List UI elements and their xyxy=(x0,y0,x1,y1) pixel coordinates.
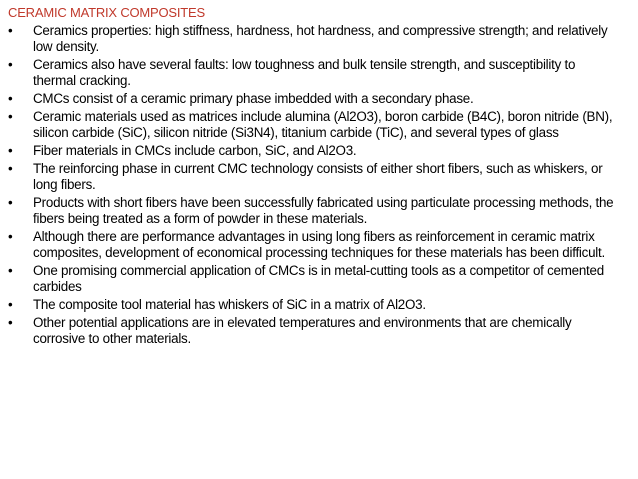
slide-title: CERAMIC MATRIX COMPOSITES xyxy=(8,5,205,20)
bullet-item xyxy=(8,195,616,227)
bullet-text: Fiber materials in CMCs include carbon, SiC, and Al2O3. xyxy=(33,143,357,158)
bullet-dot-icon: • xyxy=(8,91,13,106)
bullet-dot-icon: • xyxy=(8,161,13,176)
bullet-dot-icon: • xyxy=(8,143,13,158)
bullet-text: The composite tool material has whiskers of SiC in a matrix of Al2O3. xyxy=(33,297,426,312)
bullet-text: One promising commercial application of CMCs is in metal-cutting tools as a competitor of cemented carbides xyxy=(33,263,604,294)
bullet-text: Other potential applications are in elevated temperatures and environments that are chemically corrosive to other materials. xyxy=(33,315,572,346)
bullet-item xyxy=(8,297,616,313)
bullet-item xyxy=(8,263,616,295)
bullet-item xyxy=(8,229,616,261)
bullet-text: Ceramic materials used as matrices include alumina (Al2O3), boron carbide (B4C), boron nitride (BN), silicon carbide (SiC), silicon nitride (Si3N4), titanium carbide (TiC), and several types of glass xyxy=(33,109,613,140)
bullet-dot-icon: • xyxy=(8,297,13,312)
bullet-text: Ceramics properties: high stiffness, hardness, hot hardness, and compressive strength; and relatively low density. xyxy=(33,23,608,54)
bullet-dot-icon: • xyxy=(8,263,13,278)
bullet-item xyxy=(8,23,616,55)
bullet-dot-icon: • xyxy=(8,229,13,244)
bullet-dot-icon: • xyxy=(8,109,13,124)
bullet-dot-icon: • xyxy=(8,195,13,210)
bullet-text: CMCs consist of a ceramic primary phase imbedded with a secondary phase. xyxy=(33,91,474,106)
bullet-dot-icon: • xyxy=(8,57,13,72)
bullet-text: Although there are performance advantages in using long fibers as reinforcement in ceramic matrix composites, development of economical processing techniques for these materials has been difficult. xyxy=(33,229,605,260)
bullet-text: Ceramics also have several faults: low toughness and bulk tensile strength, and susceptibility to thermal cracking. xyxy=(33,57,576,88)
bullet-text: The reinforcing phase in current CMC technology consists of either short fibers, such as whiskers, or long fibers. xyxy=(33,161,603,192)
bullet-text: Products with short fibers have been successfully fabricated using particulate processing methods, the fibers being treated as a form of powder in these materials. xyxy=(33,195,614,226)
bullet-dot-icon: • xyxy=(8,315,13,330)
bullet-item xyxy=(8,143,616,159)
bullet-item xyxy=(8,315,616,347)
bullet-list xyxy=(8,23,616,347)
bullet-item xyxy=(8,109,616,141)
bullet-item xyxy=(8,57,616,89)
bullet-item xyxy=(8,91,616,107)
bullet-dot-icon: • xyxy=(8,23,13,38)
bullet-item xyxy=(8,161,616,193)
